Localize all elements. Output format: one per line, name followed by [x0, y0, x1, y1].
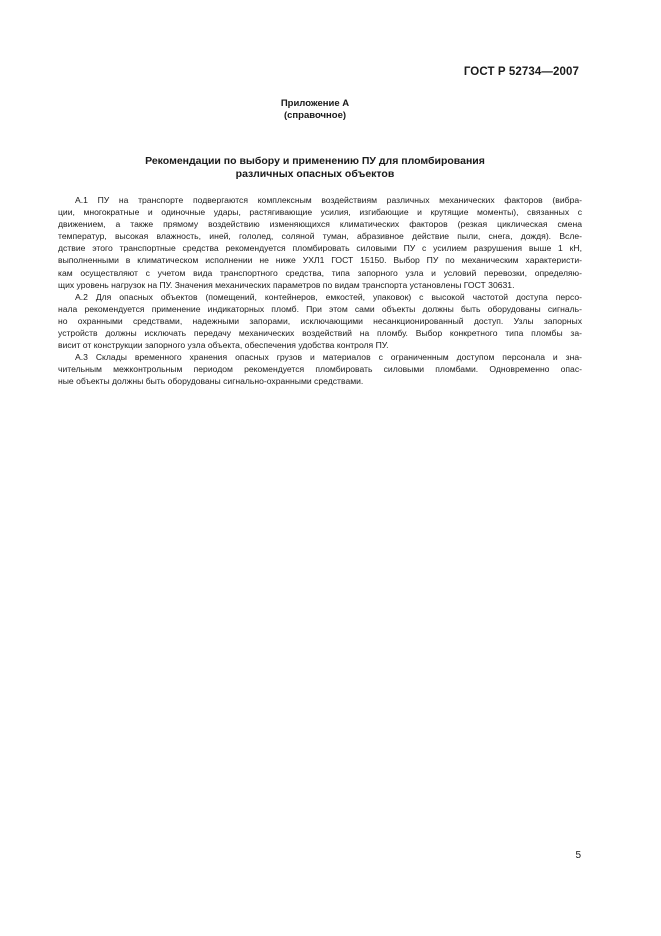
text-line: А.2 Для опасных объектов (помещений, контейнеров, емкостей, упаковок) с высокой частотой доступа персо- [75, 291, 582, 302]
text-line: висит от конструкции запорного узла объекта, обеспечения удобства контроля ПУ. [58, 340, 389, 351]
title-line-2: различных опасных объектов [235, 168, 395, 180]
paragraph-a2 [58, 291, 582, 351]
appendix-type: (справочное) [283, 110, 347, 121]
text-line: кам осуществляют с учетом вида транспортного средства, типа запорного узла и условий перевозки, определяю- [58, 267, 582, 278]
text-line: ции, многократные и одиночные удары, растягивающие усилия, изгибающие и крутящие моменты), связанных с [58, 207, 582, 218]
title-line-1: Рекомендации по выбору и применению ПУ для пломбирования [145, 155, 485, 167]
text-line: движением, а также прямому воздействию изменяющихся климатических факторов (резкая циклическая смена [58, 219, 582, 230]
page-number: 5 [575, 850, 581, 861]
paragraph-a3 [58, 351, 582, 387]
paragraph-a1 [58, 194, 582, 291]
appendix-label: Приложение А [280, 98, 350, 109]
text-line: но охранными средствами, надежными запорами, исключающими несанкционированный доступ. Узлы запорных [58, 315, 582, 326]
text-line: устройств должны исключать передачу механических воздействий на пломбу. Выбор конкретного типа пломбы за- [58, 328, 582, 339]
text-line: температур, высокая влажность, иней, гололед, соляной туман, абразивное действие пыли, снега, дождя). Вслe- [58, 231, 582, 242]
text-line: дствие этого транспортные средства рекомендуется пломбировать силовыми ПУ с усилием разрушения выше 1 кН, [58, 243, 582, 254]
body-text [58, 194, 582, 388]
section-title [0, 155, 630, 181]
text-line: щих уровень нагрузок на ПУ. Значения механических параметров по видам транспорта установлены ГОСТ 30631. [58, 279, 515, 290]
appendix-heading [0, 98, 630, 122]
standard-designation: ГОСТ Р 52734—2007 [463, 66, 579, 78]
text-line: чительным межконтрольным периодом рекомендуется пломбировать силовыми пломбами. Одновременно опас- [58, 364, 582, 375]
text-line: ные объекты должны быть оборудованы сигнально-охранными средствами. [58, 376, 364, 387]
text-line: нала рекомендуется применение индикаторных пломб. При этом сами объекты должны быть оборудованы сигналь- [58, 303, 582, 314]
text-line: А.3 Склады временного хранения опасных грузов и материалов с ограниченным доступом персонала и зна- [75, 352, 582, 363]
text-line: выполненными в климатическом исполнении не ниже УХЛ1 ГОСТ 15150. Выбор ПУ по механическим характеристи- [58, 255, 582, 266]
text-line: А.1 ПУ на транспорте подвергаются комплексным воздействиям различных механических факторов (вибра- [75, 195, 582, 205]
